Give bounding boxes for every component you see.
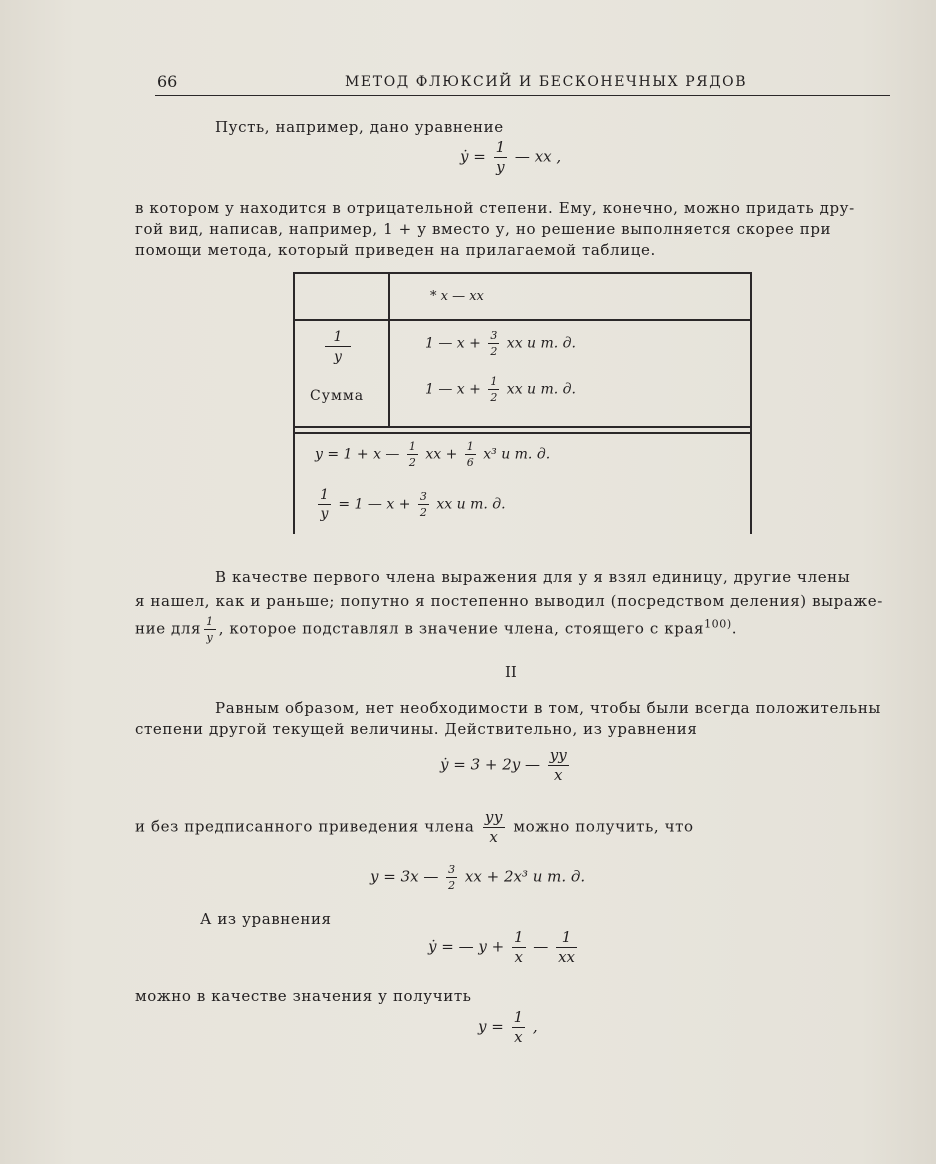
eq4-a: ẏ = — y + [428, 937, 505, 956]
row1-b: xx и т. д. [506, 335, 577, 352]
para4-den: x [483, 827, 505, 845]
eq1-lhs: ẏ = [460, 147, 486, 166]
eq1-fraction [494, 140, 508, 175]
para4-fraction [483, 810, 505, 845]
eq4-num1: 1 [513, 928, 524, 946]
row2-den: 2 [490, 391, 498, 404]
para4-b: можно получить, что [513, 817, 694, 836]
row2-num: 1 [490, 375, 498, 388]
res2-b: xx и т. д. [436, 496, 506, 513]
row1-label-den: y [325, 346, 351, 364]
row1-a: 1 — x + [425, 335, 481, 352]
row2-b: xx и т. д. [506, 381, 577, 398]
eq5-a: y = [478, 1017, 504, 1036]
res1-b: xx + [425, 446, 458, 463]
res1-den1: 2 [408, 456, 416, 469]
res2-a: = 1 — x + [338, 496, 411, 513]
row1-series [425, 330, 576, 357]
eq5-b: , [532, 1017, 538, 1036]
eq3-a: y = 3x — [370, 867, 439, 886]
eq3-b: xx + 2x³ и т. д. [464, 867, 586, 886]
result-inverse-y-series [315, 488, 506, 521]
eq5-den: x [512, 1027, 526, 1045]
equation-5 [478, 1010, 538, 1045]
para4-a: и без предписанного приведения члена [135, 817, 475, 836]
equation-2 [440, 748, 572, 783]
res1-num2: 1 [466, 440, 474, 453]
equation-1 [460, 140, 561, 175]
equation-3 [370, 864, 585, 891]
table-header: * x — xx [430, 289, 484, 304]
section-number: II [505, 663, 517, 681]
para2-line3 [135, 616, 737, 643]
res2-num: 3 [419, 490, 427, 503]
eq4-den2: xx [558, 948, 575, 966]
row1-den: 2 [490, 345, 498, 358]
row1-label [322, 330, 354, 364]
para2-frac-den: y [204, 629, 216, 643]
eq1-den: y [494, 157, 508, 175]
row1-num: 3 [490, 329, 498, 342]
row2-a: 1 — x + [425, 381, 481, 398]
para2-frac-num: 1 [206, 615, 214, 628]
row2-label: Сумма [310, 388, 365, 404]
para2-fraction [204, 616, 216, 643]
eq5-num: 1 [513, 1008, 524, 1026]
para5: А из уравнения [200, 910, 332, 928]
row2-series [425, 376, 576, 403]
para4-num: yy [484, 808, 504, 826]
para2-line1: В качестве первого члена выражения для у я взял единицу, другие члены [215, 568, 851, 586]
eq1-rest: — xx , [514, 147, 562, 166]
res1-a: y = 1 + x — [315, 446, 400, 463]
para1-line3: помощи метода, который приведен на прилагаемой таблице. [135, 241, 656, 259]
eq2-den: x [548, 765, 569, 783]
header-rule [155, 95, 890, 96]
res1-den2: 6 [466, 456, 474, 469]
eq3-num: 3 [448, 863, 456, 876]
para4 [135, 810, 694, 845]
para3-line2: степени другой текущей величины. Действительно, из уравнения [135, 720, 698, 738]
para2-line2: я нашел, как и раньше; попутно я постепенно выводил (посредством деления) выраже- [135, 592, 883, 610]
para1-line2: гой вид, написав, например, 1 + у вместо у, но решение выполняется скорее при [135, 220, 832, 238]
para2-line3a: ние для [135, 619, 202, 638]
row1-label-num: 1 [333, 329, 343, 345]
footnote-marker: 100) [704, 617, 732, 631]
eq4-mid: — [533, 937, 549, 956]
eq2-num: yy [549, 746, 567, 764]
res2-num0: 1 [320, 487, 329, 503]
para2-line3b: , которое подставлял в значение члена, стоящего с края [218, 619, 705, 638]
eq1-num: 1 [495, 138, 506, 156]
para3-line1: Равным образом, нет необходимости в том, чтобы были всегда положительны [215, 699, 881, 717]
para1-intro: Пусть, например, дано уравнение [215, 118, 504, 136]
para1-line1: в котором у находится в отрицательной степени. Ему, конечно, можно придать дру- [135, 199, 855, 217]
res2-den0: y [318, 504, 331, 521]
eq2-lhs: ẏ = 3 + 2y — [440, 755, 541, 774]
res1-num1: 1 [408, 440, 416, 453]
result-y-series [315, 441, 550, 468]
res2-den: 2 [419, 506, 427, 519]
running-title: МЕТОД ФЛЮКСИЙ И БЕСКОНЕЧНЫХ РЯДОВ [345, 74, 748, 90]
para6: можно в качестве значения у получить [135, 987, 472, 1005]
para2-line3c: . [731, 619, 738, 638]
res1-c: x³ и т. д. [483, 446, 551, 463]
eq3-den: 2 [448, 879, 456, 892]
equation-4 [428, 930, 580, 965]
eq4-den1: x [512, 947, 526, 965]
eq4-num2: 1 [561, 928, 572, 946]
page-number: 66 [157, 72, 178, 91]
